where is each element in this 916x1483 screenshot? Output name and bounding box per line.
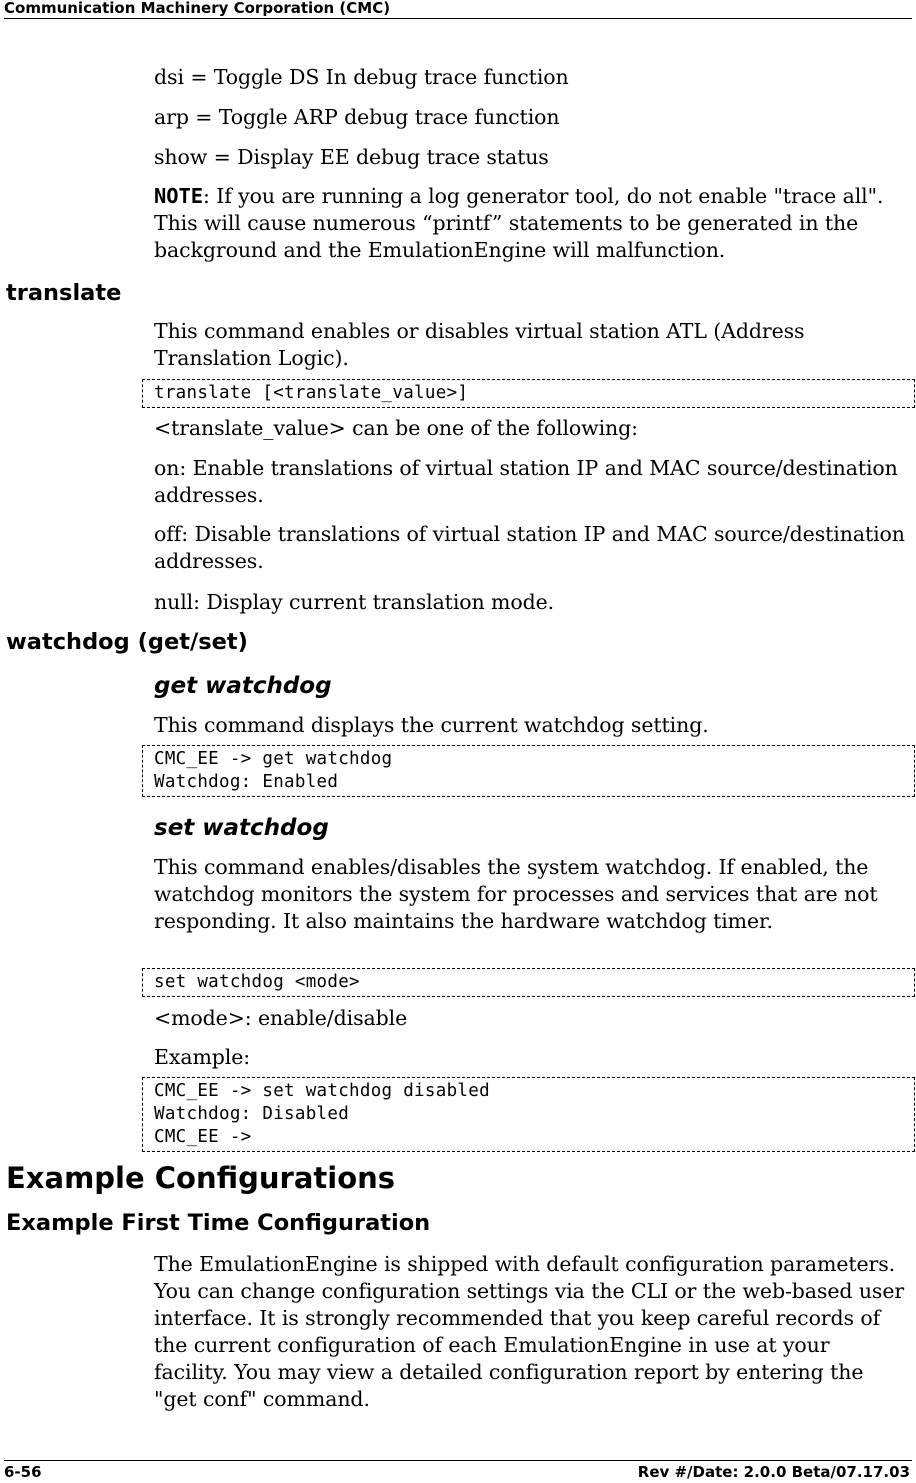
first-time-configuration-paragraph: The EmulationEngine is shipped with default configuration parameters. You can change configuration settings via the CLI or the web-based user interface. It is strongly recommended that you keep careful records of the current configuration of each EmulationEngine in use at your facility. You may view a detailed configuration report by entering the "get conf" command. bbox=[154, 1252, 905, 1411]
translate-values-intro: <translate_value> can be one of the following: bbox=[154, 416, 638, 440]
get-watchdog-code: CMC_EE -> get watchdog Watchdog: Enabled bbox=[142, 745, 915, 797]
example-label: Example: bbox=[154, 1045, 251, 1069]
first-time-configuration-heading: Example First Time Configuration bbox=[6, 1210, 431, 1236]
page-header bbox=[4, 0, 912, 19]
set-watchdog-description: This command enables/disables the system watchdog. If enabled, the watchdog monitors the system for processes and services that are not responding. It also maintains the hardware watchdog timer. bbox=[154, 855, 878, 933]
revision-date: Rev #/Date: 2.0.0 Beta/07.17.03 bbox=[637, 1463, 910, 1481]
set-watchdog-heading: set watchdog bbox=[154, 815, 329, 841]
translate-value-off: off: Disable translations of virtual station IP and MAC source/destination addresses. bbox=[154, 522, 905, 573]
trace-item-show: show = Display EE debug trace status bbox=[154, 145, 549, 169]
page-footer bbox=[4, 1460, 912, 1483]
translate-syntax-code: translate [<translate_value>] bbox=[142, 379, 915, 408]
get-watchdog-heading: get watchdog bbox=[154, 673, 332, 699]
translate-value-null: null: Display current translation mode. bbox=[154, 590, 555, 614]
watchdog-heading: watchdog (get/set) bbox=[6, 629, 248, 655]
trace-item-arp: arp = Toggle ARP debug trace function bbox=[154, 105, 560, 129]
set-watchdog-example-code: CMC_EE -> set watchdog disabled Watchdog: Disabled CMC_EE -> bbox=[142, 1077, 915, 1152]
note-text: : If you are running a log generator tool, do not enable "trace all". This will cause numerous “printf” statements to be generated in the background and the EmulationEngine will malfunction. bbox=[154, 184, 884, 262]
translate-description: This command enables or disables virtual station ATL (Address Translation Logic). bbox=[154, 319, 805, 370]
watchdog-mode: <mode>: enable/disable bbox=[154, 1006, 408, 1030]
note-paragraph bbox=[154, 183, 906, 264]
trace-item-dsi: dsi = Toggle DS In debug trace function bbox=[154, 65, 569, 89]
example-configurations-heading: Example Configurations bbox=[6, 1161, 396, 1195]
translate-heading: translate bbox=[6, 280, 122, 306]
note-label: NOTE bbox=[154, 184, 203, 208]
translate-value-on: on: Enable translations of virtual station IP and MAC source/destination addresses. bbox=[154, 456, 898, 507]
set-watchdog-syntax-code: set watchdog <mode> bbox=[142, 968, 915, 997]
page-number: 6-56 bbox=[4, 1463, 42, 1481]
get-watchdog-description: This command displays the current watchdog setting. bbox=[154, 713, 709, 737]
header-title: Communication Machinery Corporation (CMC) bbox=[4, 0, 391, 17]
